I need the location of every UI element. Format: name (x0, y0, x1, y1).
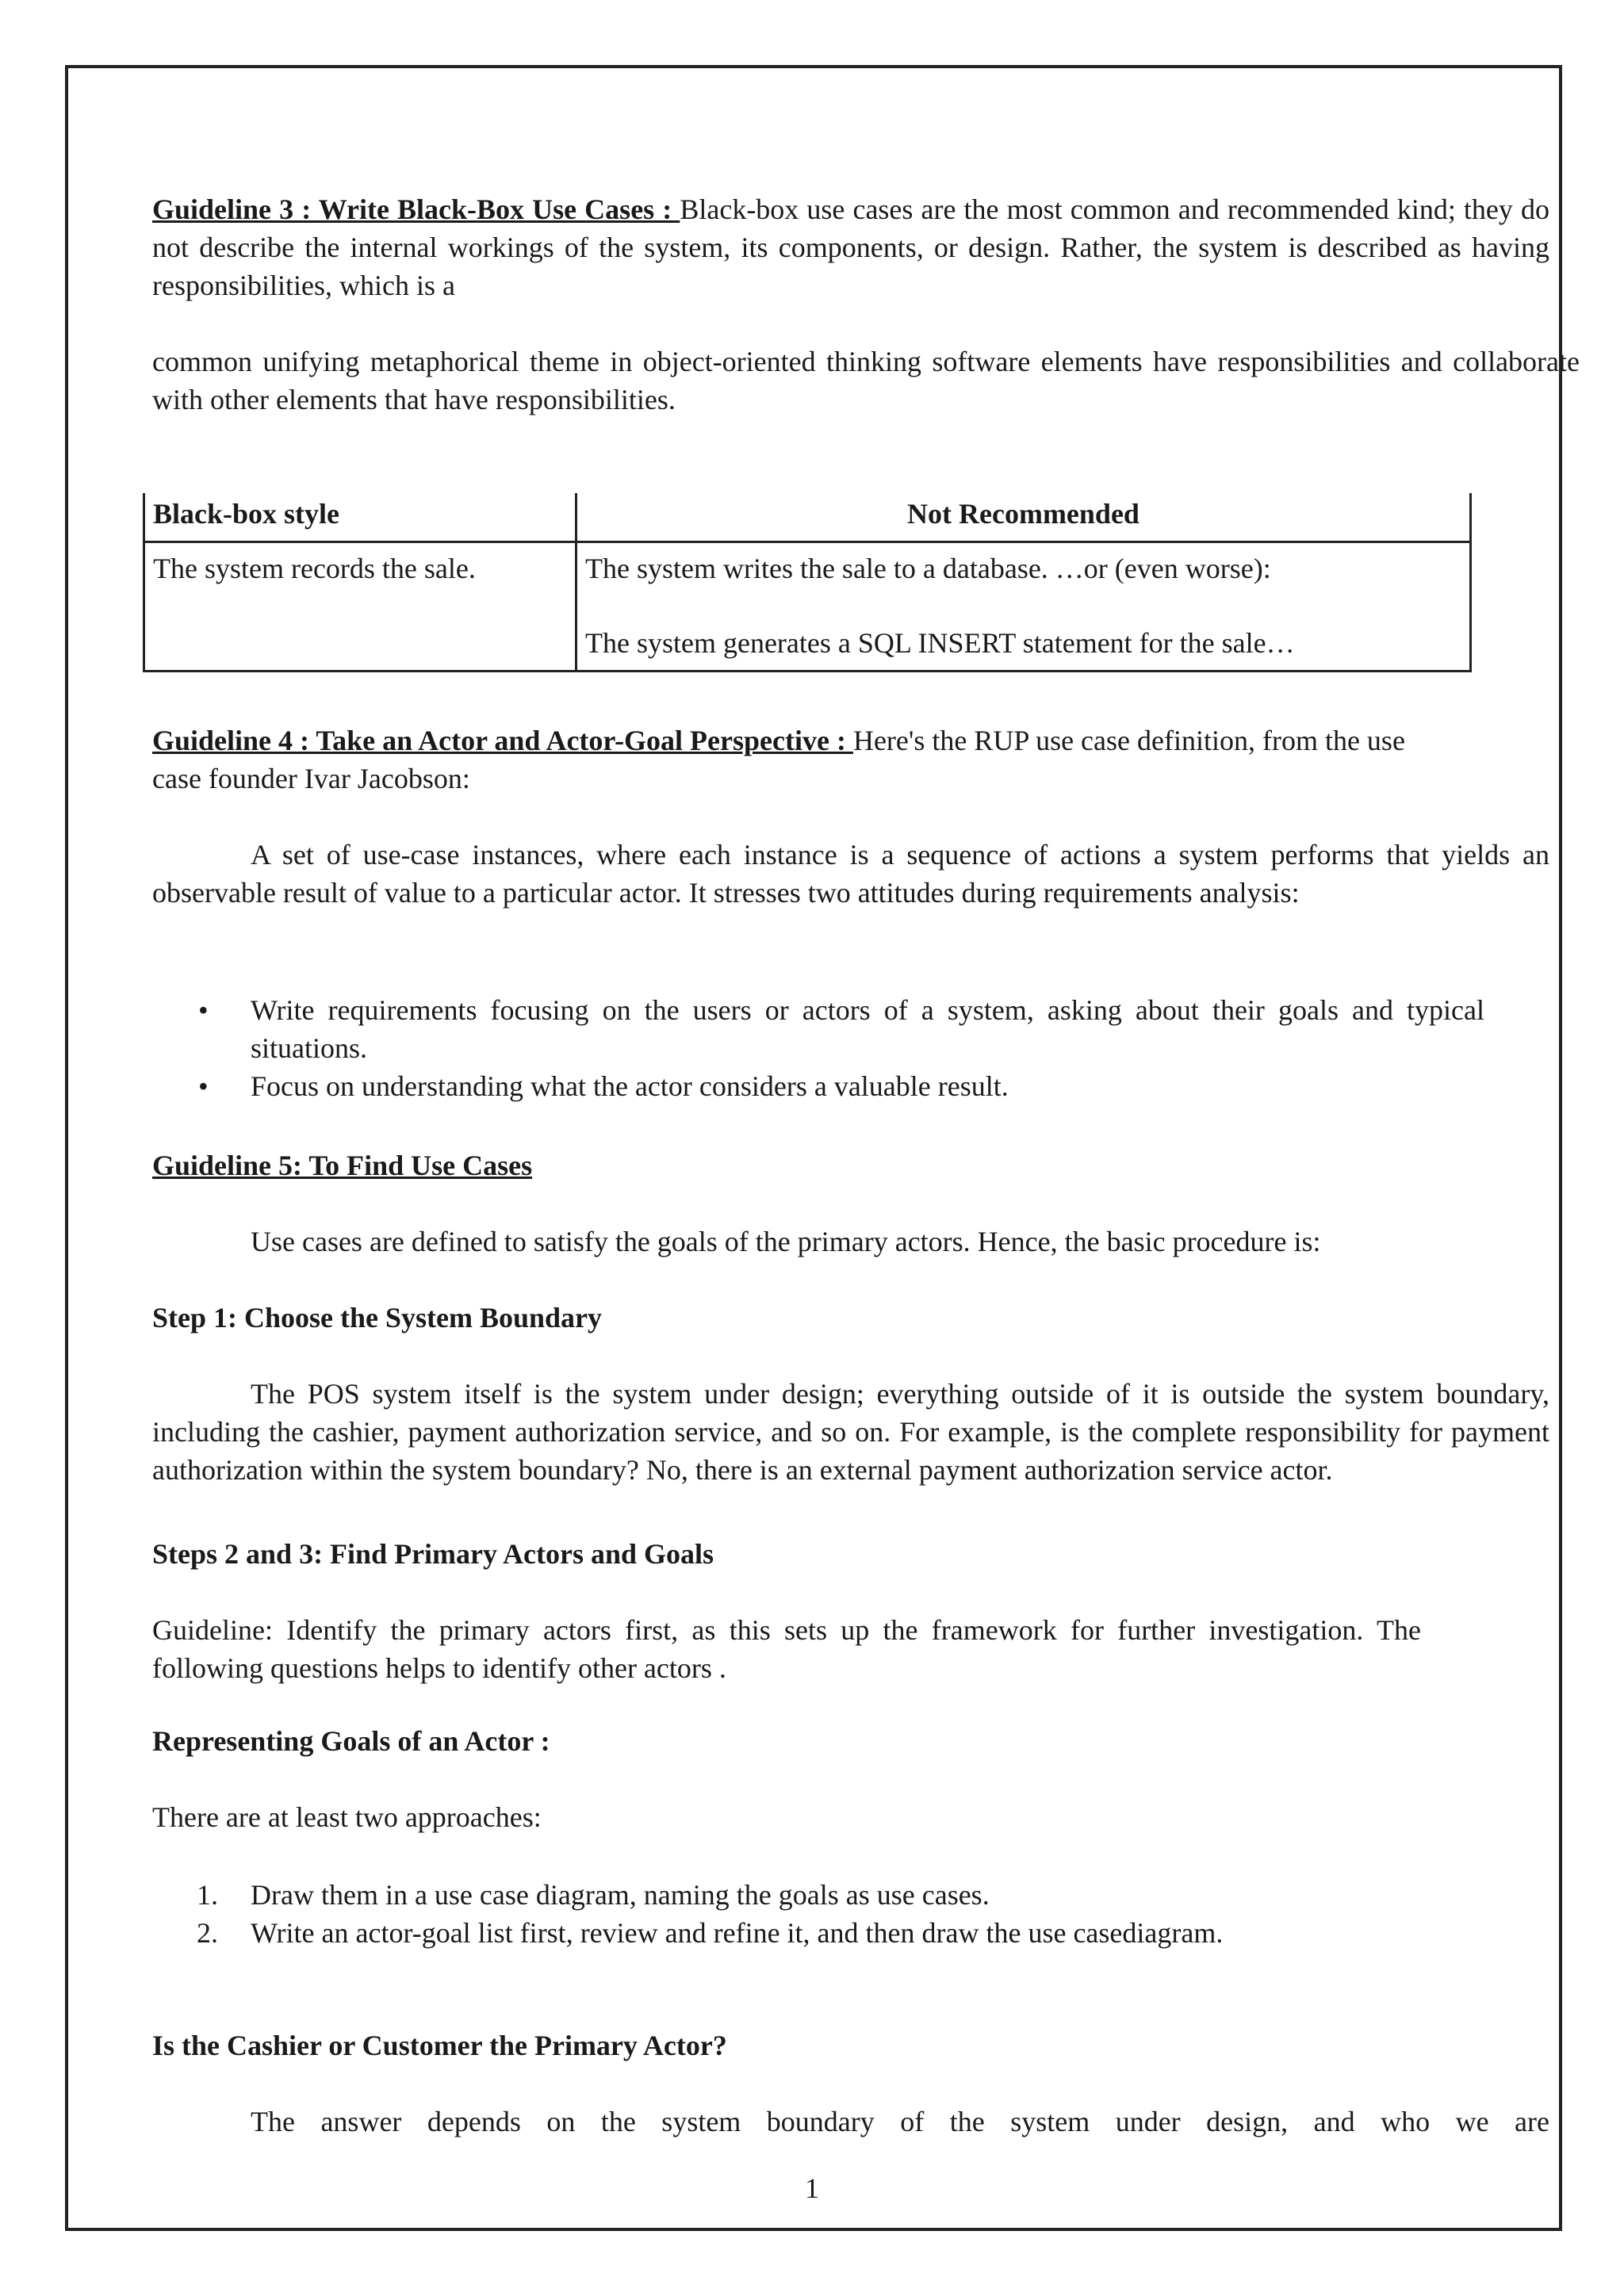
list-number: 1. (197, 1879, 218, 1911)
list-item (152, 1067, 1484, 1105)
table-header-blackbox: Black-box style (144, 493, 576, 542)
guideline4-definition: A set of use-case instances, where each instance is a sequence of actions a system performs that yields an observable result of value to a particular actor. It stresses two attitudes during requirements analysis: (152, 839, 1549, 909)
list-item (152, 1914, 1500, 1952)
guideline5-text: Use cases are defined to satisfy the goals of the primary actors. Hence, the basic procedure is: (251, 1226, 1321, 1257)
table-header-not-recommended: Not Recommended (576, 493, 1471, 542)
attitudes-list (152, 991, 1484, 1105)
guideline3-title: Guideline 3 : Write Black-Box Use Cases : (152, 193, 680, 225)
list-item-text: Focus on understanding what the actor considers a valuable result. (251, 1070, 1009, 1102)
representing-text: There are at least two approaches: (152, 1801, 542, 1833)
list-item (152, 991, 1484, 1067)
guideline5-title: Guideline 5: To Find Use Cases (152, 1150, 533, 1181)
bullet-marker: • (198, 1070, 209, 1102)
table-cell-not-recommended (576, 542, 1471, 672)
representing-title: Representing Goals of an Actor : (152, 1725, 550, 1757)
steps23-text: Guideline: Identify the primary actors first, as this sets up the framework for further investigation. The following questions helps to identify other actors . (152, 1614, 1421, 1684)
not-recommended-line-2: The system generates a SQL INSERT statement for the sale… (585, 627, 1295, 659)
cashier-title: Is the Cashier or Customer the Primary Actor? (152, 2030, 727, 2061)
list-item-text: Write requirements focusing on the users or actors of a system, asking about their goals and typical situations. (251, 994, 1484, 1064)
page-number: 1 (805, 2172, 819, 2204)
approaches-list (152, 1876, 1500, 1952)
guideline4-text: Here's the RUP use case definition, from the use case founder Ivar Jacobson: (152, 725, 1405, 794)
table-cell-blackbox: The system records the sale. (144, 542, 576, 672)
table-row (144, 542, 1471, 672)
step1-title: Step 1: Choose the System Boundary (152, 1302, 603, 1334)
guideline3-paragraph-2: common unifying metaphorical theme in object-oriented thinking software elements have responsibilities and collaborate with other elements that have responsibilities. (152, 346, 1580, 415)
step1-text: The POS system itself is the system under design; everything outside of it is outside the system boundary, including the cashier, payment authorization service, and so on. For example, is the complete responsibility for payment authorization within the system boundary? No, there is an external payment authorization service actor. (152, 1378, 1549, 1486)
list-item (152, 1876, 1500, 1914)
not-recommended-line-1: The system writes the sale to a database. …or (even worse): (585, 553, 1271, 584)
guideline3-paragraph (152, 190, 1549, 304)
list-number: 2. (197, 1917, 218, 1949)
steps23-title: Steps 2 and 3: Find Primary Actors and Goals (152, 1538, 714, 1570)
blackbox-comparison-table (143, 493, 1472, 672)
guideline4-paragraph (152, 721, 1453, 798)
bullet-marker: • (198, 994, 209, 1026)
list-item-text: Write an actor-goal list first, review and refine it, and then draw the use casediagram. (251, 1917, 1224, 1949)
guideline3-text: Black-box use cases are the most common and recommended kind; they do not describe the internal workings of the system, its components, or design. Rather, the system is described as having responsibilities, which is a (152, 193, 1549, 301)
guideline4-title: Guideline 4 : Take an Actor and Actor-Goal Perspective : (152, 725, 853, 756)
list-item-text: Draw them in a use case diagram, naming the goals as use cases. (251, 1879, 990, 1911)
cashier-text: The answer depends on the system boundary of the system under design, and who we are (251, 2106, 1549, 2137)
